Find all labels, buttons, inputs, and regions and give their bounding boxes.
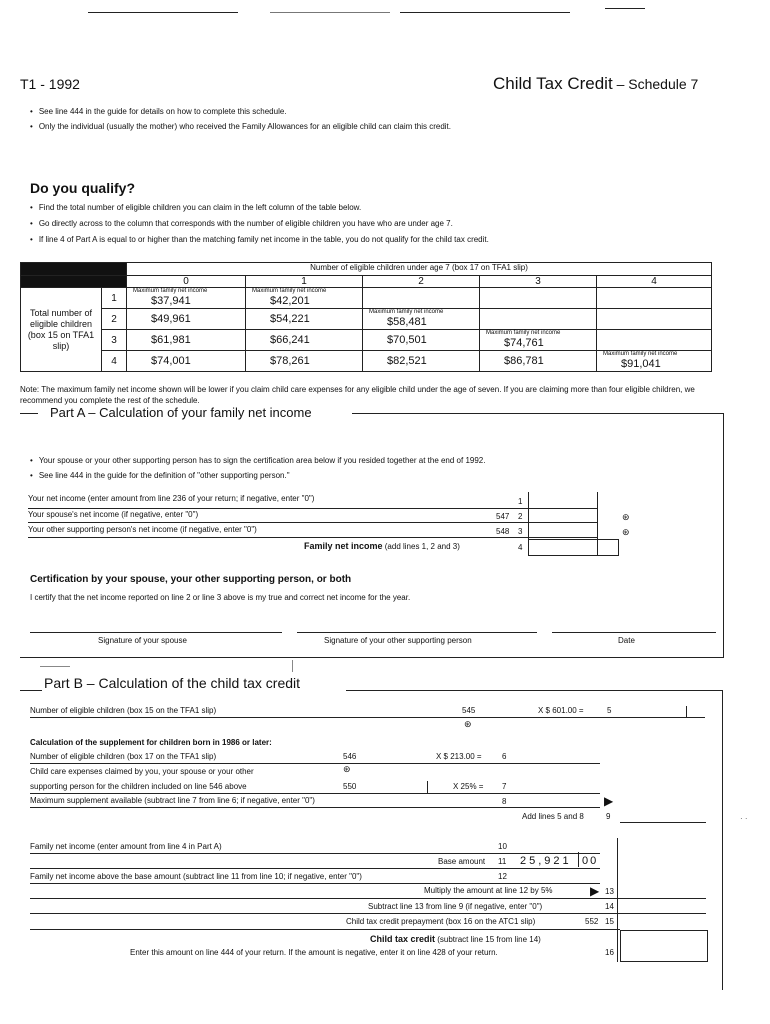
line4-num: 4 bbox=[518, 543, 523, 552]
line14-label: Subtract line 13 from line 9 (if negative, enter "0") bbox=[368, 902, 543, 911]
row-n-4: 4 bbox=[102, 351, 127, 372]
line5-num: 5 bbox=[607, 706, 612, 715]
col-header-3: 3 bbox=[480, 276, 597, 288]
line12-label: Family net income above the base amount (subtract line 11 from line 10; if negative, enter "0") bbox=[30, 872, 362, 881]
sig-spouse[interactable]: Signature of your spouse bbox=[98, 636, 187, 645]
table-note: Note: The maximum family net income shown will be lower if you claim child care expenses for any eligible child under the age of seven. If you are claiming more than four eligible children, we recommend you complete the rest of the schedule. bbox=[20, 385, 695, 405]
col-header-2: 2 bbox=[363, 276, 480, 288]
col-header-1: 1 bbox=[246, 276, 363, 288]
row-n-3: 3 bbox=[102, 330, 127, 351]
col-header-0: 0 bbox=[127, 276, 246, 288]
supp-heading: Calculation of the supplement for children born in 1986 or later: bbox=[30, 738, 272, 747]
row-n-2: 2 bbox=[102, 309, 127, 330]
cell-4-4: $91,041 bbox=[621, 358, 661, 370]
table-top-header: Number of eligible children under age 7 (box 17 on TFA1 slip) bbox=[127, 263, 712, 276]
circle-icon-line2: ⊛ bbox=[622, 512, 630, 522]
ctc-enter: Enter this amount on line 444 of your return. If the amount is negative, enter it on line 428 of your return. bbox=[130, 948, 498, 957]
base-cents: 00 bbox=[582, 855, 599, 867]
cell-3-2: $70,501 bbox=[387, 334, 427, 346]
title-text: Child Tax Credit bbox=[493, 74, 613, 93]
ctc-label: Child tax credit (subtract line 15 from line 14) bbox=[370, 934, 541, 944]
line15-label: Child tax credit prepayment (box 16 on the ATC1 slip) bbox=[346, 917, 536, 926]
cell-4-0: $74,001 bbox=[151, 355, 191, 367]
code-547: 547 bbox=[496, 512, 510, 521]
line7-label-a: Child care expenses claimed by you, your spouse or your other bbox=[30, 767, 254, 776]
line2-label: Your spouse's net income (if negative, enter "0") bbox=[28, 510, 199, 519]
line14-num: 14 bbox=[605, 902, 614, 911]
line10-label: Family net income (enter amount from line 4 in Part A) bbox=[30, 842, 222, 851]
code-548: 548 bbox=[496, 527, 510, 536]
cell-2-1: $54,221 bbox=[270, 313, 310, 325]
qualify-heading: Do you qualify? bbox=[30, 180, 135, 196]
form-id: T1 - 1992 bbox=[20, 76, 80, 92]
qualify-bullet-3: • If line 4 of Part A is equal to or higher than the matching family net income in the table, you do not qualify for the child tax credit. bbox=[30, 235, 489, 244]
intro-bullet-1: • See line 444 in the guide for details on how to complete this schedule. bbox=[30, 107, 287, 116]
code-545: 545 bbox=[462, 706, 476, 715]
code-546: 546 bbox=[343, 752, 357, 761]
line5-mult: X $ 601.00 = bbox=[538, 706, 584, 715]
part-a-heading: Part A – Calculation of your family net income bbox=[44, 405, 318, 420]
circle-icon-546: ⊛ bbox=[343, 764, 351, 774]
line12-num: 12 bbox=[498, 872, 507, 881]
add-5-8: Add lines 5 and 8 bbox=[522, 812, 584, 821]
eligibility-table: Number of eligible children under age 7 (box 17 on TFA1 slip) 0 1 2 3 4 Total number of eligible children (box 15 on TFA1 slip) 1 Maximum family net income $37,941 Maximum family net income $42,201 2 $49,961 $54,221 Maximum family net income $58,481 3 $61,981 $66,241 $70,501 Maximum family net income $74,761 4 $74,001 $78,261 $82,521 $86,781 Maximum family net income $91,041 bbox=[20, 262, 712, 372]
part-a-bullet-2: • See line 444 in the guide for the definition of "other supporting person." bbox=[30, 471, 290, 480]
base-amount: 25,921 bbox=[520, 855, 572, 867]
form-title bbox=[493, 74, 698, 94]
line9-num: 9 bbox=[606, 812, 611, 821]
side-label: Total number of eligible children (box 15 on TFA1 slip) bbox=[21, 288, 102, 372]
sig-other[interactable]: Signature of your other supporting person bbox=[324, 636, 472, 645]
part-a-frame bbox=[20, 413, 724, 658]
cell-2-2: $58,481 bbox=[387, 316, 427, 328]
line13-label: Multiply the amount at line 12 by 5% bbox=[424, 886, 553, 895]
line10-num: 10 bbox=[498, 842, 507, 851]
line7-label-b: supporting person for the children included on line 546 above bbox=[30, 782, 247, 791]
circle-icon-line3: ⊛ bbox=[622, 527, 630, 537]
schedule-text: – Schedule 7 bbox=[612, 76, 699, 92]
line16-input[interactable] bbox=[620, 930, 708, 962]
margin-dot: · · bbox=[740, 814, 748, 823]
base-label: Base amount bbox=[438, 857, 486, 866]
cell-4-3: $86,781 bbox=[504, 355, 544, 367]
line11-num: 11 bbox=[498, 857, 507, 866]
row-n-1: 1 bbox=[102, 288, 127, 309]
arrow-icon-line13: ▶ bbox=[590, 884, 600, 898]
line7-num: 7 bbox=[502, 782, 507, 791]
cell-4-2: $82,521 bbox=[387, 355, 427, 367]
arrow-icon-line8: ▶ bbox=[604, 794, 614, 808]
line7-mult: X 25% = bbox=[453, 782, 484, 791]
line2-num: 2 bbox=[518, 512, 523, 521]
cell-4-1: $78,261 bbox=[270, 355, 310, 367]
line6-mult: X $ 213.00 = bbox=[436, 752, 482, 761]
cell-2-0: $49,961 bbox=[151, 313, 191, 325]
code-552: 552 bbox=[585, 917, 599, 926]
cell-3-3: $74,761 bbox=[504, 337, 544, 349]
line3-label: Your other supporting person's net income (if negative, enter "0") bbox=[28, 525, 257, 534]
line4-label: Family net income (add lines 1, 2 and 3) bbox=[304, 541, 460, 551]
part-b-heading: Part B – Calculation of the child tax credit bbox=[44, 675, 301, 691]
line3-num: 3 bbox=[518, 527, 523, 536]
line16-num: 16 bbox=[605, 948, 614, 957]
cert-text: I certify that the net income reported on line 2 or line 3 above is my true and correct net income for the year. bbox=[30, 593, 411, 602]
cell-3-0: $61,981 bbox=[151, 334, 191, 346]
circle-icon-545: ⊛ bbox=[464, 719, 472, 729]
line1-num: 1 bbox=[518, 497, 523, 506]
table-corner bbox=[21, 263, 127, 276]
part-a-bullet-1: • Your spouse or your other supporting person has to sign the certification area below if you resided together at the end of 1992. bbox=[30, 456, 485, 465]
intro-bullet-2: • Only the individual (usually the mother) who received the Family Allowances for an eligible child can claim this credit. bbox=[30, 122, 451, 131]
line8-num: 8 bbox=[502, 797, 507, 806]
col-header-4: 4 bbox=[597, 276, 712, 288]
code-550: 550 bbox=[343, 782, 357, 791]
line6-num: 6 bbox=[502, 752, 507, 761]
line4-input[interactable] bbox=[528, 539, 619, 556]
line5-label: Number of eligible children (box 15 on the TFA1 slip) bbox=[30, 706, 217, 715]
cell-3-1: $66,241 bbox=[270, 334, 310, 346]
cell-1-0: $37,941 bbox=[151, 295, 191, 307]
line8-label: Maximum supplement available (subtract line 7 from line 6; if negative, enter "0") bbox=[30, 796, 315, 805]
cert-heading: Certification by your spouse, your other supporting person, or both bbox=[30, 574, 352, 585]
qualify-bullet-2: • Go directly across to the column that corresponds with the number of eligible children you have who are under age 7. bbox=[30, 219, 453, 228]
qualify-bullet-1: • Find the total number of eligible children you can claim in the left column of the table below. bbox=[30, 203, 361, 212]
cell-1-1: $42,201 bbox=[270, 295, 310, 307]
line1-label: Your net income (enter amount from line 236 of your return; if negative, enter "0") bbox=[28, 494, 315, 503]
line15-num: 15 bbox=[605, 917, 614, 926]
line13-num: 13 bbox=[605, 887, 614, 896]
line6-label: Number of eligible children (box 17 on the TFA1 slip) bbox=[30, 752, 217, 761]
sig-date[interactable]: Date bbox=[618, 636, 635, 645]
